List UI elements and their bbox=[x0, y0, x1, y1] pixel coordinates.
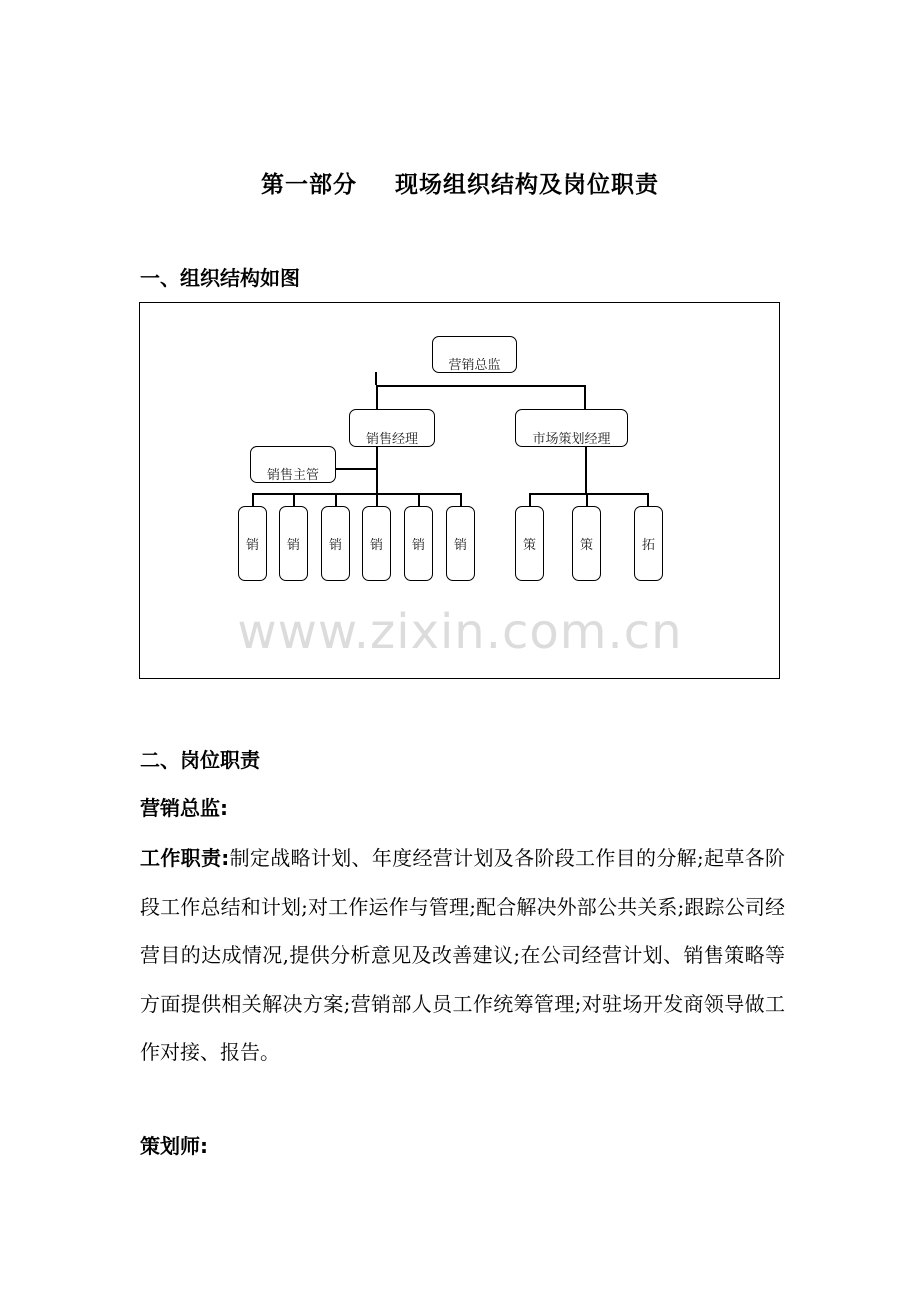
org-node-planner: 策 bbox=[515, 506, 544, 581]
connector bbox=[460, 493, 462, 507]
watermark: www.zixin.com.cn bbox=[237, 604, 683, 660]
org-node-top: 营销总监 bbox=[432, 336, 517, 373]
org-node-sales: 销 bbox=[446, 506, 475, 581]
connector bbox=[376, 385, 585, 387]
org-node-planner: 策 bbox=[572, 506, 601, 581]
org-node-sales: 销 bbox=[362, 506, 391, 581]
org-node-sales: 销 bbox=[321, 506, 350, 581]
org-node-sales: 销 bbox=[238, 506, 267, 581]
title-part: 第一部分 bbox=[261, 172, 357, 198]
role1-label: 工作职责: bbox=[140, 846, 230, 870]
org-node-left-branch: 销售经理 bbox=[349, 409, 435, 447]
connector bbox=[529, 493, 531, 507]
org-node-side: 销售主管 bbox=[250, 446, 336, 483]
connector bbox=[293, 493, 295, 507]
connector bbox=[418, 493, 420, 507]
section1-heading: 一、组织结构如图 bbox=[140, 266, 300, 290]
connector bbox=[586, 493, 588, 507]
connector bbox=[647, 493, 649, 507]
connector bbox=[252, 493, 254, 507]
connector bbox=[529, 493, 648, 495]
connector bbox=[376, 493, 378, 507]
connector bbox=[376, 446, 378, 494]
role1-text: 制定战略计划、年度经营计划及各阶段工作目的分解;起草各阶段工作总结和计划;对工作运作与管理;配合解决外部公共关系;跟踪公司经营目的达成情况,提供分析意见及改善建议;在公司经营计划、销售策略等方面提供相关解决方案;营销部人员工作统筹管理;对驻场开发商领导做工作对接、报告。 bbox=[140, 846, 785, 1064]
org-node-right-branch: 市场策划经理 bbox=[515, 409, 628, 447]
org-node-sales: 销 bbox=[404, 506, 433, 581]
page-title bbox=[0, 166, 920, 199]
connector bbox=[376, 385, 378, 411]
section2-heading: 二、岗位职责 bbox=[140, 748, 260, 772]
connector bbox=[335, 468, 376, 470]
title-main: 现场组织结构及岗位职责 bbox=[395, 172, 659, 198]
connector bbox=[585, 446, 587, 494]
connector bbox=[335, 493, 337, 507]
connector bbox=[252, 493, 460, 495]
role1-description bbox=[140, 834, 785, 1077]
connector bbox=[375, 372, 377, 385]
org-node-expansion: 拓 bbox=[634, 506, 663, 581]
connector bbox=[584, 385, 586, 411]
role2-title: 策划师: bbox=[140, 1134, 208, 1158]
org-node-sales: 销 bbox=[279, 506, 308, 581]
role1-title: 营销总监: bbox=[140, 796, 228, 820]
